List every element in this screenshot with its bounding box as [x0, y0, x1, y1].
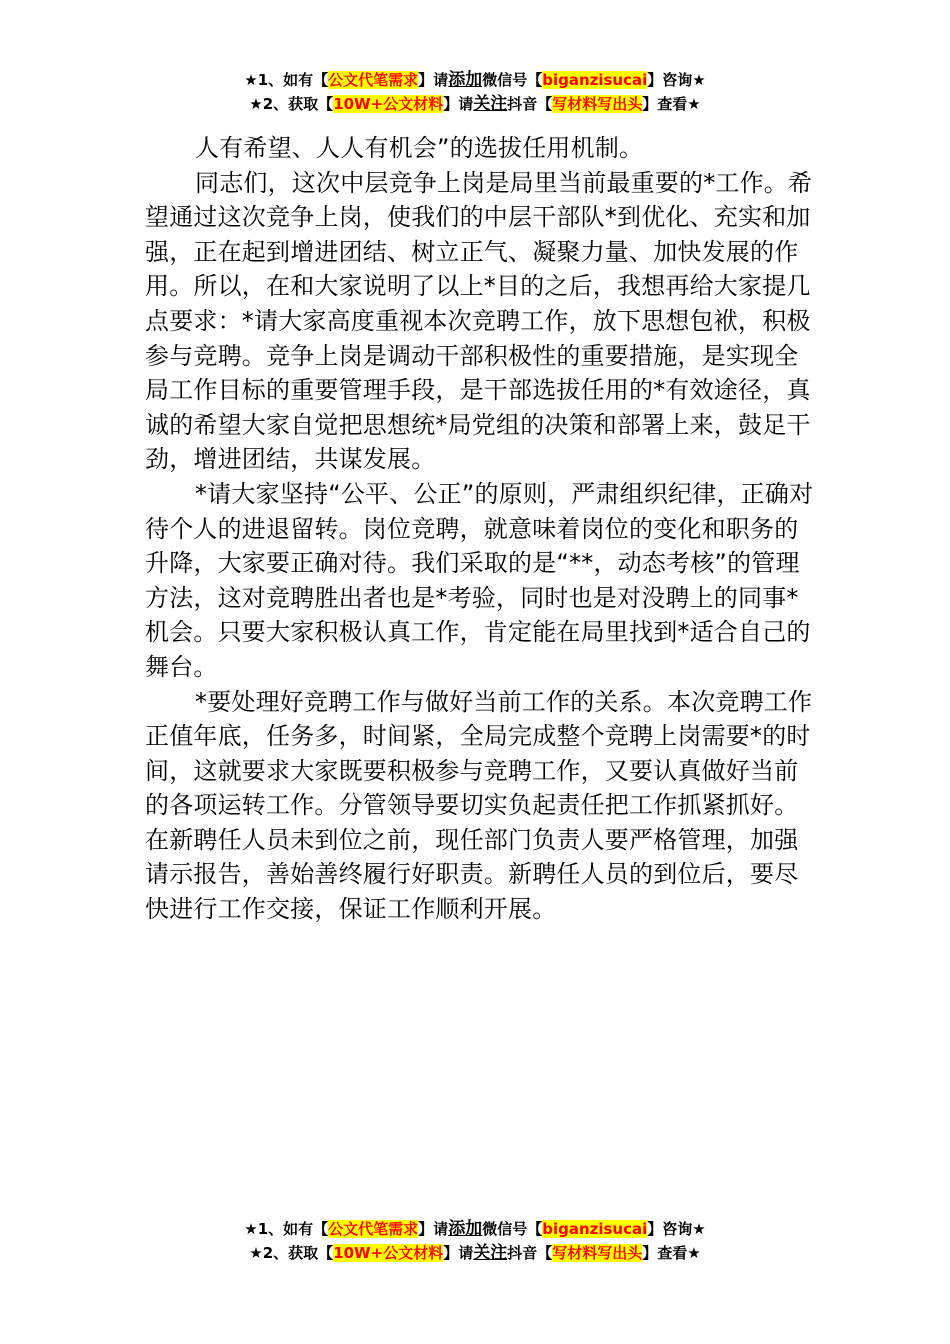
header-banner: [0, 68, 950, 116]
paragraph-4: *要处理好竞聘工作与做好当前工作的关系。本次竞聘工作正值年底，任务多，时间紧，全局完成整个竞聘上岗需要*的时间，这就要求大家既要积极参与竞聘工作，又要认真做好当前的各项运转工作。分管领导要切实负起责任把工作抓紧抓好。在新聘任人员未到位之前，现任部门负责人要严格管理，加强请示报告，善始善终履行好职责。新聘任人员的到位后，要尽快进行工作交接，保证工作顺利开展。: [145, 687, 813, 924]
banner-line-2: ★2、获取【10W+公文材料】请关注抖音【写材料写出头】查看★: [249, 1243, 701, 1263]
highlight-wechat-id: biganzisucai: [542, 71, 648, 89]
document-body: [145, 131, 815, 927]
highlight-douyin-account: 写材料写出头: [552, 95, 643, 113]
footer-banner: [0, 1217, 950, 1265]
highlight-service: 公文代笔需求: [328, 71, 419, 89]
highlight-service: 公文代笔需求: [328, 1220, 419, 1238]
highlight-materials: 10W+公文材料: [333, 95, 444, 113]
banner-line-1: ★1、如有【公文代笔需求】请添加微信号【biganzisucai】咨询★: [244, 70, 706, 90]
banner-line-1: ★1、如有【公文代笔需求】请添加微信号【biganzisucai】咨询★: [244, 1219, 706, 1239]
paragraph-3: *请大家坚持“公平、公正”的原则，严肃组织纪律，正确对待个人的进退留转。岗位竞聘，就意味着岗位的变化和职务的升降，大家要正确对待。我们采取的是“**，动态考核”的管理方法，这对竞聘胜出者也是*考验，同时也是对没聘上的同事*机会。只要大家积极认真工作，肯定能在局里找到*适合自己的舞台。: [145, 479, 814, 681]
banner-line-2: ★2、获取【10W+公文材料】请关注抖音【写材料写出头】查看★: [249, 94, 701, 114]
paragraph-2: 同志们，这次中层竞争上岗是局里当前最重要的*工作。希望通过这次竞争上岗，使我们的中层干部队*到优化、充实和加强，正在起到增进团结、树立正气、凝聚力量、加快发展的作用。所以，在和大家说明了以上*目的之后，我想再给大家提几点要求：*请大家高度重视本次竞聘工作，放下思想包袱，积极参与竞聘。竞争上岗是调动干部积极性的重要措施，是实现全局工作目标的重要管理手段，是干部选拔任用的*有效途径，真诚的希望大家自觉把思想统*局党组的决策和部署上来，鼓足干劲，增进团结，共谋发展。: [145, 168, 813, 474]
highlight-wechat-id: biganzisucai: [542, 1220, 648, 1238]
highlight-materials: 10W+公文材料: [333, 1244, 444, 1262]
highlight-douyin-account: 写材料写出头: [552, 1244, 643, 1262]
paragraph-1: 人有希望、人人有机会”的选拔任用机制。: [195, 134, 644, 162]
